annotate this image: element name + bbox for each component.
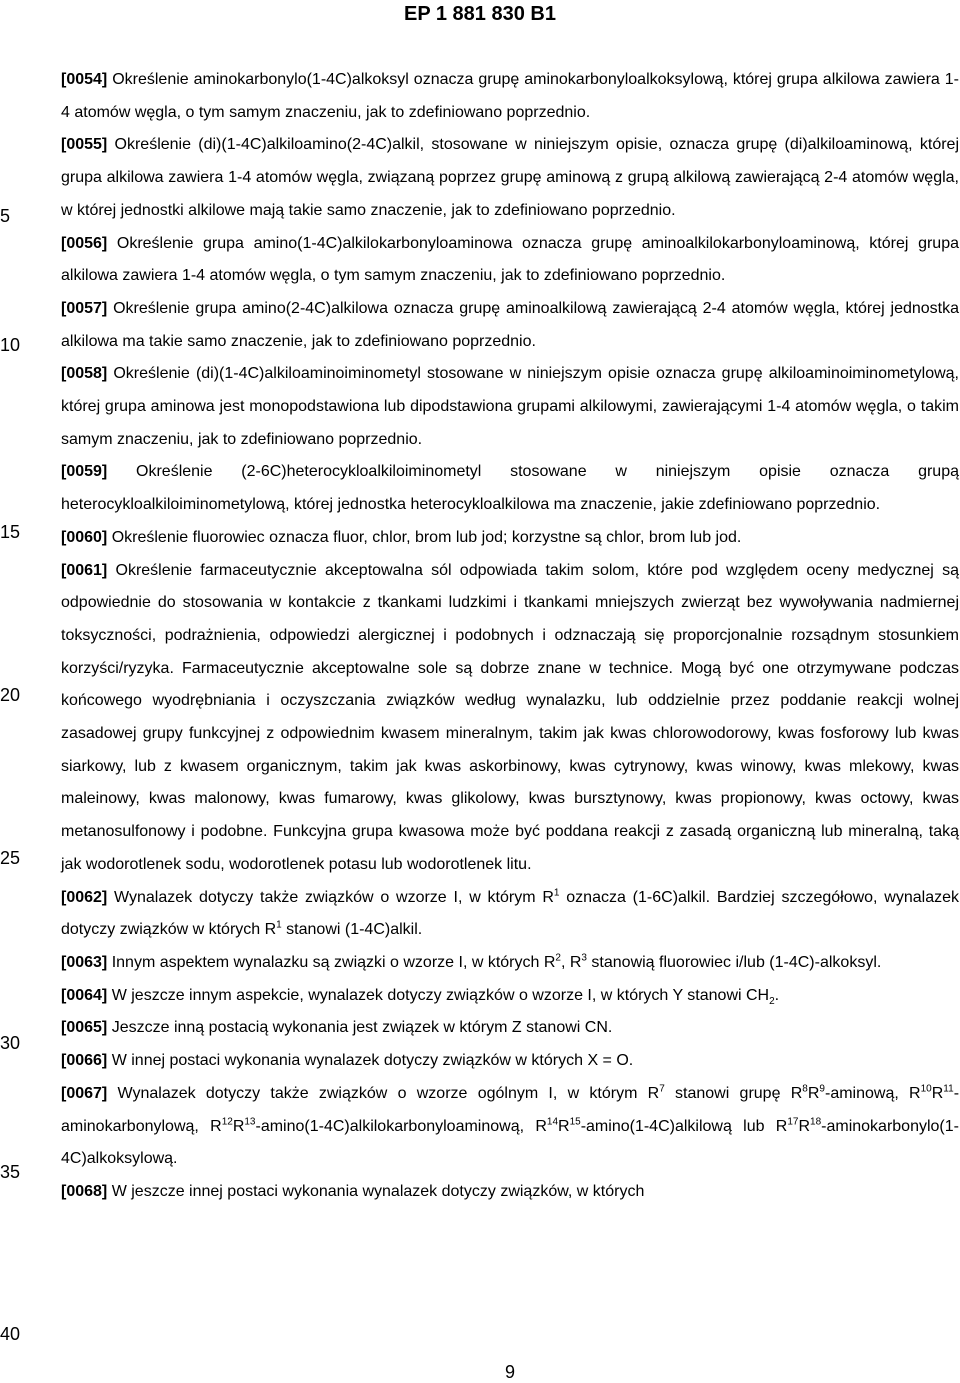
line-number: 5: [0, 206, 11, 226]
paragraph-0055: [61, 129, 959, 227]
superscript: 2: [555, 952, 561, 964]
line-number: 20: [0, 685, 21, 705]
paragraph-number: [0056]: [61, 234, 108, 252]
paragraph-number: [0063]: [61, 953, 108, 971]
paragraph-text: -amino(1-4C)alkilokarbonyloaminową, R: [255, 1117, 547, 1135]
paragraph-text: -aminową, R: [824, 1084, 921, 1102]
paragraph-0061: [61, 555, 959, 882]
superscript: 18: [810, 1116, 822, 1128]
page-number: 9: [504, 1362, 515, 1382]
paragraph-0065: [61, 1012, 959, 1045]
paragraph-number: [0061]: [61, 561, 108, 579]
paragraph-number: [0066]: [61, 1052, 108, 1070]
paragraph-text: -aminokarbonylo(1-4C)alkoksylową.: [61, 1117, 959, 1168]
paragraph-0064: [61, 980, 959, 1013]
superscript: 3: [581, 952, 587, 964]
paragraph-number: [0064]: [61, 986, 108, 1004]
paragraph-0063: [61, 947, 959, 980]
paragraph-text: Wynalazek dotyczy także związków o wzorze ogólnym I, w którym R: [107, 1084, 660, 1102]
paragraph-0057: [61, 293, 959, 358]
paragraph-number: [0059]: [61, 463, 108, 481]
paragraph-0056: [61, 228, 959, 293]
paragraph-0054: [61, 64, 959, 129]
superscript: 9: [819, 1083, 825, 1095]
superscript: 17: [787, 1116, 799, 1128]
superscript: 1: [276, 919, 282, 931]
paragraph-text: Określenie (di)(1-4C)alkiloaminoiminometyl stosowane w niniejszym opisie oznacza grupę alkiloaminoiminometylową, której grupa aminowa jest monopodstawiona lub dipodstawiona grupami alkilowymi, zawierającymi 1-4 atomów węgla, o takim samym znaczeniu, jak to zdefiniowano poprzednio.: [61, 365, 959, 448]
paragraph-text: Wynalazek dotyczy także związków o wzorze I, w którym R: [107, 888, 554, 906]
paragraph-text: R: [232, 1117, 245, 1135]
paragraph-text: Określenie fluorowiec oznacza fluor, chlor, brom lub jod; korzystne są chlor, brom lub jod.: [107, 528, 742, 546]
paragraph-text: Określenie (2-6C)heterocykloalkiloiminometyl stosowane w niniejszym opisie oznacza grupą heterocykloalkiloiminometylową, której jednostka heterocykloalkilowa ma znaczenie, jakie zdefiniowano poprzednio.: [61, 463, 959, 514]
line-number: 40: [0, 1324, 21, 1344]
paragraph-text: -aminokarbonylową, R: [61, 1084, 960, 1135]
superscript: 10: [920, 1083, 932, 1095]
superscript: 7: [659, 1083, 665, 1095]
line-number: 10: [0, 335, 21, 355]
paragraph-number: [0062]: [61, 888, 108, 906]
line-number: 25: [0, 848, 21, 868]
paragraph-text: Określenie grupa amino(1-4C)alkilokarbonyloaminowa oznacza grupę aminoalkilokarbonyloaminową, której grupa alkilowa zawiera 1-4 atomów węgla, o tym samym znaczeniu, jak to zdefiniowano poprzednio.: [61, 234, 959, 285]
paragraph-number: [0058]: [61, 365, 108, 383]
superscript: 8: [802, 1083, 808, 1095]
paragraph-number: [0067]: [61, 1084, 108, 1102]
paragraph-number: [0065]: [61, 1019, 108, 1037]
paragraph-text: oznacza (1-6C)alkil. Bardziej szczegółowo, wynalazek dotyczy związków w których R: [61, 888, 959, 939]
document-header: EP 1 881 830 B1: [404, 3, 556, 25]
paragraph-0062: [61, 882, 959, 947]
paragraph-text: Jeszcze inną postacią wykonania jest związek w którym Z stanowi CN.: [107, 1019, 613, 1037]
paragraph-number: [0068]: [61, 1182, 108, 1200]
paragraph-number: [0057]: [61, 299, 108, 317]
paragraph-text: stanowi grupę R: [664, 1084, 803, 1102]
paragraph-text: stanowi (1-4C)alkil.: [281, 921, 423, 939]
paragraph-text: stanowią fluorowiec i/lub (1-4C)-alkoksyl.: [586, 953, 882, 971]
paragraph-text: R: [558, 1117, 570, 1135]
paragraph-text: W innej postaci wykonania wynalazek dotyczy związków w których X = O.: [107, 1052, 634, 1070]
document-body: [61, 64, 959, 1209]
paragraph-text: R: [798, 1117, 811, 1135]
paragraph-0067: [61, 1078, 959, 1176]
line-number: 30: [0, 1033, 21, 1053]
paragraph-text: Określenie farmaceutycznie akceptowalna sól odpowiada takim solom, które pod względem oceny medycznej są odpowiednie do stosowania w kontakcie z tkankami ludzkimi i tkankami mniejszych zwierząt bez wywoływania nadmiernej toksyczności, podrażnienia, odpowiedzi alergicznej i podobnych i odznaczają się proporcjonalnie rozsądnym stosunkiem korzyści/ryzyka. Farmaceutycznie akceptowalne sole są dobrze znane w technice. Mogą być one otrzymywane podczas końcowego wyodrębniania i oczyszczania związków według wynalazku, lub oddzielnie przez poddanie reakcji wolnej zasadowej grupy funkcyjnej z odpowiednim kwasem mineralnym, takim jak kwas chlorowodorowy, kwas fosforowy lub kwas siarkowy, lub z kwasem organicznym, takim jak kwas askorbinowy, kwas cytrynowy, kwas winowy, kwas mlekowy, kwas maleinowy, kwas malonowy, kwas fumarowy, kwas glikolowy, kwas bursztynowy, kwas propionowy, kwas octowy, kwas metanosulfonowy i podobne. Funkcyjna grupa kwasowa może być poddana reakcji z zasadą organiczną lub mineralną, taką jak wodorotlenek sodu, wodorotlenek potasu lub wodorotlenek litu.: [61, 561, 959, 873]
paragraph-text: R: [931, 1084, 944, 1102]
superscript: 12: [221, 1116, 233, 1128]
paragraph-text: .: [774, 986, 780, 1004]
paragraph-text: Innym aspektem wynalazku są związki o wzorze I, w których R: [107, 953, 556, 971]
superscript: 1: [553, 887, 560, 899]
paragraph-text: , R: [560, 953, 582, 971]
paragraph-text: Określenie grupa amino(2-4C)alkilowa oznacza grupę aminoalkilową zawierającą 2-4 atomów węgla, której jednostka alkilowa ma takie samo znaczenie, jak to zdefiniowano poprzednio.: [61, 299, 959, 350]
paragraph-text: Określenie aminokarbonylo(1-4C)alkoksyl oznacza grupę aminokarbonyloalkoksylową, której grupa alkilowa zawiera 1-4 atomów węgla, o tym samym znaczeniu, jak to zdefiniowano poprzednio.: [61, 71, 959, 121]
superscript: 11: [943, 1083, 954, 1095]
paragraph-number: [0054]: [61, 71, 108, 88]
superscript: 13: [244, 1116, 256, 1128]
paragraph-0058: [61, 358, 959, 456]
subscript: 2: [769, 995, 775, 1007]
paragraph-text: W jeszcze innym aspekcie, wynalazek dotyczy związków o wzorze I, w których Y stanowi CH: [107, 986, 770, 1004]
line-number: 15: [0, 522, 21, 542]
paragraph-text: W jeszcze innej postaci wykonania wynalazek dotyczy związków, w których: [107, 1182, 645, 1200]
paragraph-0066: [61, 1045, 959, 1078]
paragraph-0060: [61, 522, 959, 555]
paragraph-text: -amino(1-4C)alkilową lub R: [580, 1117, 788, 1135]
paragraph-0068: [61, 1176, 959, 1209]
superscript: 15: [569, 1116, 581, 1128]
paragraph-number: [0060]: [61, 528, 108, 546]
paragraph-number: [0055]: [61, 136, 108, 154]
paragraph-text: R: [807, 1084, 820, 1102]
superscript: 14: [546, 1116, 559, 1128]
paragraph-0059: [61, 456, 959, 521]
line-number: 35: [0, 1162, 21, 1182]
paragraph-text: Określenie (di)(1-4C)alkiloamino(2-4C)alkil, stosowane w niniejszym opisie, oznacza grupę (di)alkiloaminową, której grupa alkilowa zawiera 1-4 atomów węgla, związaną poprzez grupę aminową z grupą alkilową zawierającą 2-4 atomów węgla, w której jednostki alkilowe mają takie samo znaczenie, jak to zdefiniowano poprzednio.: [61, 136, 959, 219]
